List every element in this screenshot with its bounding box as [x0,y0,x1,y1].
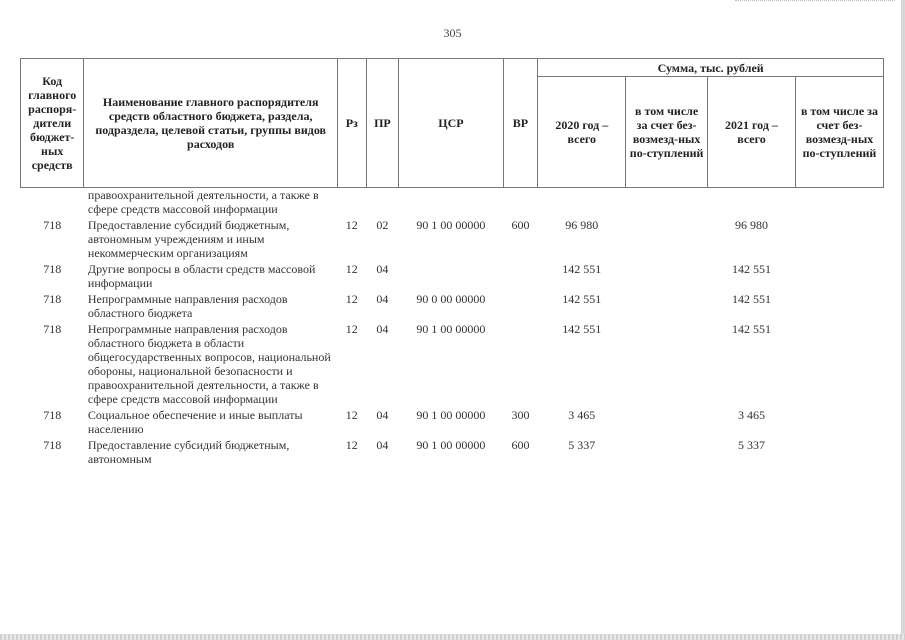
row-2021-total: 5 337 [737,438,765,452]
row-2021-total: 96 980 [734,218,768,232]
row-2021-incl [795,320,883,406]
row-2020-incl [626,216,708,260]
row-2020-incl [626,406,708,436]
scan-bottom-edge [0,634,905,640]
row-csr: 90 1 00 00000 [416,322,486,336]
col-header-pr: ПР [366,59,399,188]
col-header-vr: ВР [503,59,538,188]
row-2021-incl [795,406,883,436]
col-header-2020-incl: в том числе за счет без-возмезд-ных по-ступлений [626,77,708,188]
row-pr: 04 [376,262,389,276]
row-vr: 600 [511,438,530,452]
col-header-2021-incl: в том числе за счет без-возмезд-ных по-ступлений [795,77,883,188]
row-2021-incl [795,436,883,466]
row-2020-incl [626,436,708,466]
row-2020-incl [626,290,708,320]
col-header-2020-total: 2020 год – всего [538,77,626,188]
row-2021-total: 142 551 [731,322,771,336]
scan-artifact [735,0,895,3]
row-name: Социальное обеспечение и иные выплаты населению [87,408,303,436]
row-vr [503,320,538,406]
col-header-code: Код главного распоря-дители бюджет-ных средств [21,59,84,188]
col-header-rz: Рз [337,59,366,188]
row-csr: 90 1 00 00000 [416,408,486,422]
row-2020-total: 5 337 [568,438,596,452]
row-name: Предоставление субсидий бюджетным, автономным [87,438,290,466]
row-pr: 04 [376,408,389,422]
row-code: 718 [43,262,62,276]
row-code: 718 [43,408,62,422]
table-row [21,320,884,406]
row-csr [399,260,503,290]
row-2020-incl [626,260,708,290]
row-2020-incl [626,320,708,406]
row-2020-total: 3 465 [568,408,596,422]
row-rz: 12 [345,292,358,306]
continuation-row [21,188,884,217]
row-code: 718 [43,438,62,452]
row-name: Непрограммные направления расходов областного бюджета [87,292,288,320]
table-row [21,216,884,260]
row-2020-total: 142 551 [562,262,602,276]
col-header-2021-total: 2021 год – всего [708,77,796,188]
row-2020-total: 142 551 [562,292,602,306]
row-rz: 12 [345,262,358,276]
row-name: Другие вопросы в области средств массовой информации [87,262,316,290]
row-2020-total: 96 980 [565,218,599,232]
row-2021-incl [795,290,883,320]
table-row [21,290,884,320]
row-2021-incl [795,216,883,260]
continuation-text: правоохранительной деятельности, а также в сфере средств массовой информации [87,188,319,216]
row-rz: 12 [345,438,358,452]
row-vr: 600 [511,218,530,232]
header-row-1 [21,59,884,77]
row-csr: 90 0 00 00000 [416,292,486,306]
col-header-csr: ЦСР [399,59,503,188]
row-vr [503,290,538,320]
row-vr: 300 [511,408,530,422]
budget-table [20,58,884,466]
page-edge-shadow [901,0,905,640]
row-pr: 02 [376,218,389,232]
row-pr: 04 [376,322,389,336]
row-2021-total: 142 551 [731,262,771,276]
row-pr: 04 [376,292,389,306]
row-2021-total: 3 465 [737,408,765,422]
col-header-sum: Сумма, тыс. рублей [538,59,884,77]
table-row [21,436,884,466]
row-pr: 04 [376,438,389,452]
row-code: 718 [43,292,62,306]
row-vr [503,260,538,290]
row-2021-incl [795,260,883,290]
row-code: 718 [43,218,62,232]
row-2020-total: 142 551 [562,322,602,336]
row-name: Предоставление субсидий бюджетным, автономным учреждениям и иным некоммерческим организациям [87,218,290,260]
row-name: Непрограммные направления расходов областного бюджета в области общегосударственных вопросов, национальной обороны, национальной безопасности и правоохранительной деятельности, а также в сфере средств массовой информации [87,322,331,406]
row-rz: 12 [345,408,358,422]
row-2021-total: 142 551 [731,292,771,306]
row-rz: 12 [345,218,358,232]
table-row [21,260,884,290]
row-csr: 90 1 00 00000 [416,438,486,452]
row-csr: 90 1 00 00000 [416,218,486,232]
col-header-name: Наименование главного распорядителя средств областного бюджета, раздела, подраздела, целевой статьи, группы видов расходов [84,59,338,188]
table-row [21,406,884,436]
row-code: 718 [43,322,62,336]
page-number: 305 [443,26,462,40]
row-rz: 12 [345,322,358,336]
